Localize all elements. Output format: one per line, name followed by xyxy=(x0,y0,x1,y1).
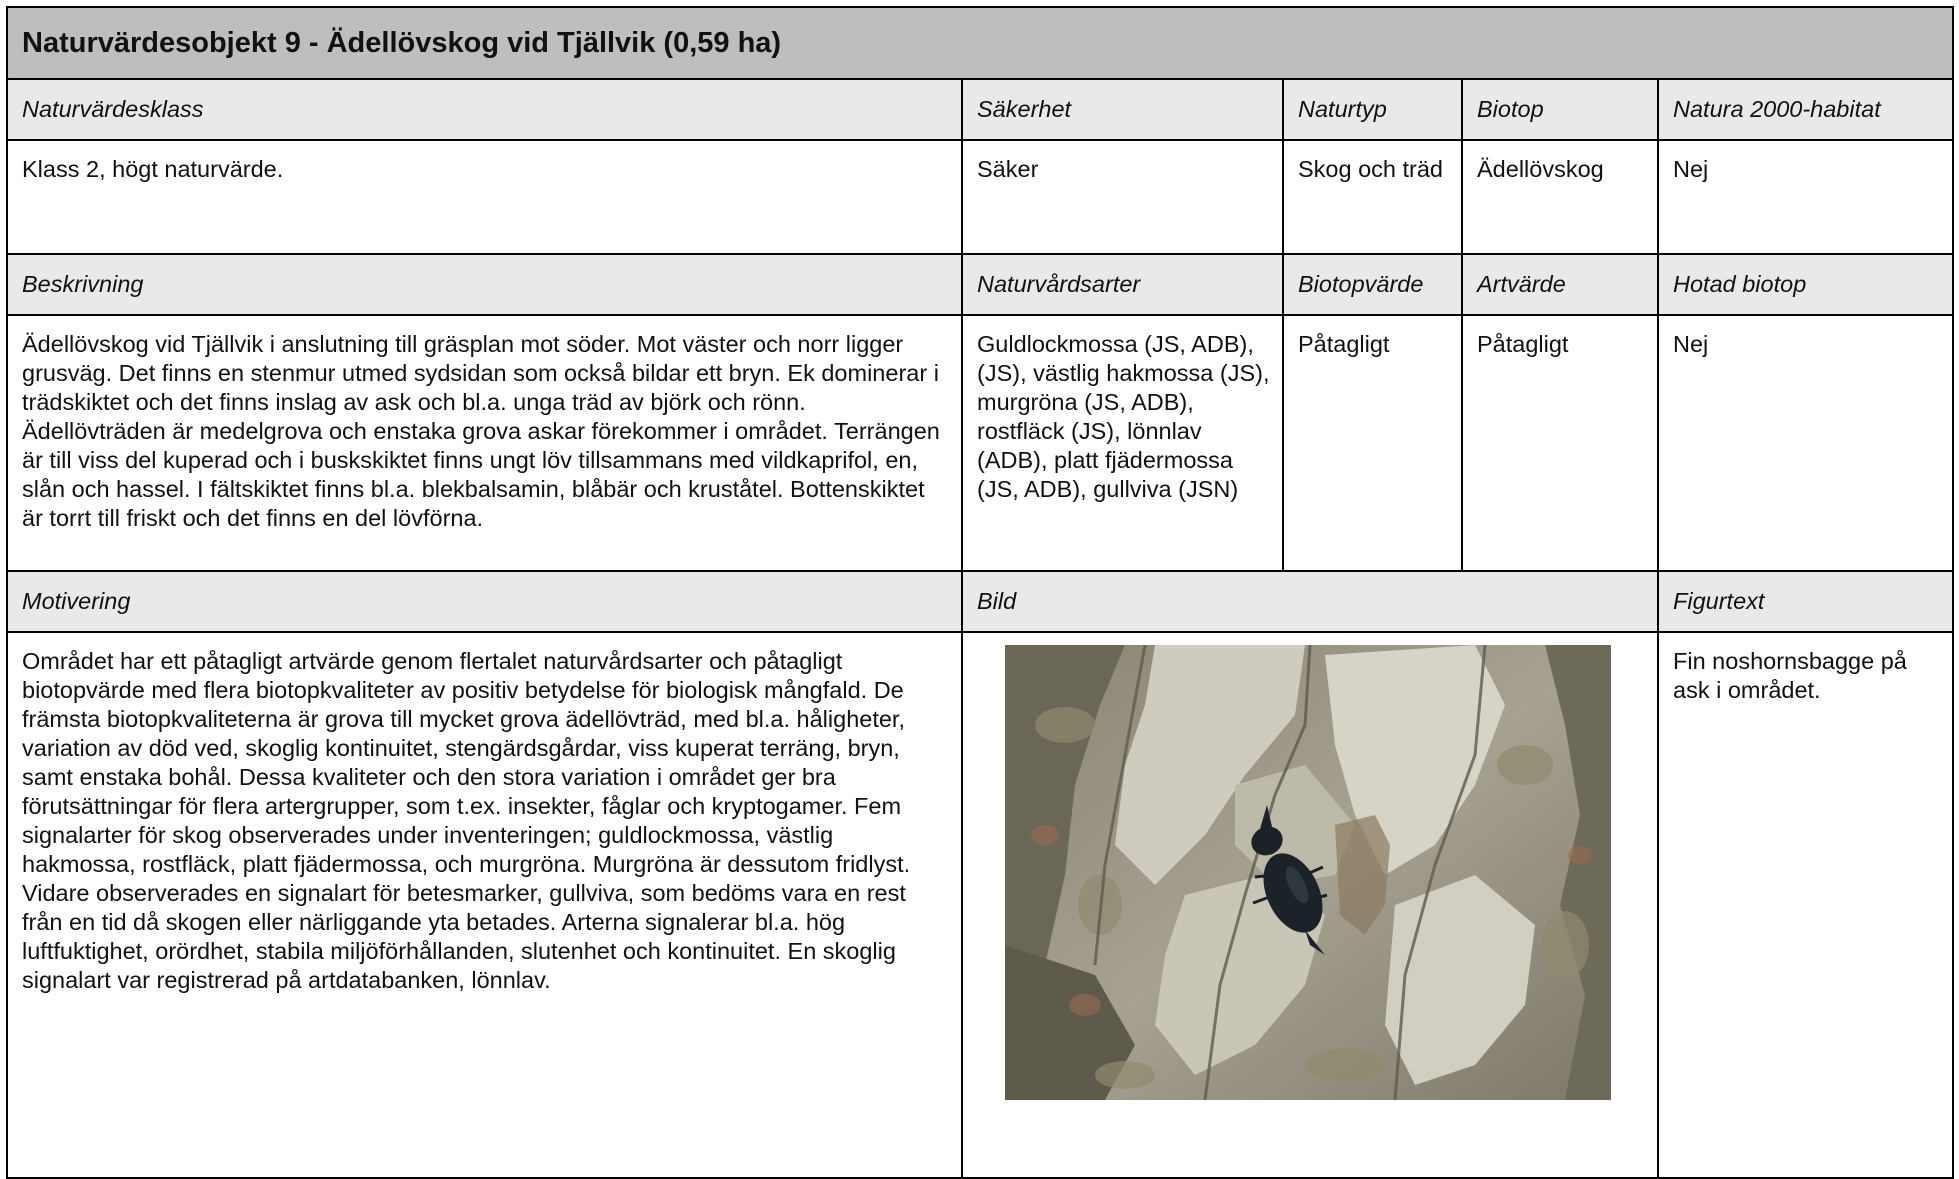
value-row-3 xyxy=(7,632,1953,1178)
header-figurtext: Figurtext xyxy=(1658,571,1953,632)
image-cell xyxy=(962,632,1658,1178)
value-naturvardesklass: Klass 2, högt naturvärde. xyxy=(7,140,962,254)
header-hotad-biotop: Hotad biotop xyxy=(1658,254,1953,315)
value-natura-2000: Nej xyxy=(1658,140,1953,254)
header-beskrivning: Beskrivning xyxy=(7,254,962,315)
header-biotop: Biotop xyxy=(1462,79,1658,140)
value-naturvardsarter: Guldlockmossa (JS, ADB), (JS), västlig hakmossa (JS), murgröna (JS, ADB), rostfläck (JS), lönnlav (ADB), platt fjädermossa (JS, ADB), gullviva (JSN) xyxy=(962,315,1283,571)
nature-value-table xyxy=(6,6,1954,1179)
header-row-3 xyxy=(7,571,1953,632)
value-motivering: Området har ett påtagligt artvärde genom flertalet naturvårdsarter och påtagligt biotopvärde med flera biotopkvaliteter av positiv betydelse för biologisk mångfald. De främsta biotopkvaliteterna är grova till mycket grova ädellövträd, med bl.a. håligheter, variation av död ved, skoglig kontinuitet, stengärdsgårdar, viss kuperat terräng, bryn, samt enstaka bohål. Dessa kvaliteter och den stora variation i området ger bra förutsättningar för flera artergrupper, som t.ex. insekter, fåglar och kryptogamer. Fem signalarter för skog observerades under inventeringen; guldlockmossa, västlig hakmossa, rostfläck, platt fjädermossa, och murgröna. Murgröna är dessutom fridlyst. Vidare observerades en signalart för betesmarker, gullviva, som bedöms vara en rest från en tid då skogen eller närliggande yta betades. Arterna signalerar bl.a. hög luftfuktighet, orördhet, stabila miljöförhållanden, slutenhet och kontinuitet. En skoglig signalart var registrerad på artdatabanken, lönnlav. xyxy=(7,632,962,1178)
value-figurtext: Fin noshornsbagge på ask i området. xyxy=(1658,632,1953,1178)
header-naturvardsarter: Naturvårdsarter xyxy=(962,254,1283,315)
nature-value-sheet xyxy=(6,6,1952,1085)
value-sakerhet: Säker xyxy=(962,140,1283,254)
header-bild: Bild xyxy=(962,571,1658,632)
value-biotop: Ädellövskog xyxy=(1462,140,1658,254)
value-row-2 xyxy=(7,315,1953,571)
header-motivering: Motivering xyxy=(7,571,962,632)
value-artvarde: Påtagligt xyxy=(1462,315,1658,571)
header-row-1 xyxy=(7,79,1953,140)
value-row-1 xyxy=(7,140,1953,254)
header-sakerhet: Säkerhet xyxy=(962,79,1283,140)
header-row-2 xyxy=(7,254,1953,315)
header-artvarde: Artvärde xyxy=(1462,254,1658,315)
value-beskrivning: Ädellövskog vid Tjällvik i anslutning till gräsplan mot söder. Mot väster och norr ligger grusväg. Det finns en stenmur utmed sydsidan som också bildar ett bryn. Ek dominerar i trädskiktet och det finns inslag av ask och bl.a. unga träd av björk och rönn. Ädellövträden är medelgrova och enstaka grova askar förekommer i området. Terrängen är till viss del kuperad och i buskskiktet finns ungt löv tillsammans med vildkaprifol, en, slån och hassel. I fältskiktet finns bl.a. blekbalsamin, blåbär och kruståtel. Bottenskiktet är torrt till friskt och det finns en del lövförna. xyxy=(7,315,962,571)
value-naturtyp: Skog och träd xyxy=(1283,140,1462,254)
value-hotad-biotop: Nej xyxy=(1658,315,1953,571)
header-naturvardesklass: Naturvärdesklass xyxy=(7,79,962,140)
page-title: Naturvärdesobjekt 9 - Ädellövskog vid Tjällvik (0,59 ha) xyxy=(7,7,1953,79)
title-row xyxy=(7,7,1953,79)
header-natura-2000: Natura 2000-habitat xyxy=(1658,79,1953,140)
value-biotopvarde: Påtagligt xyxy=(1283,315,1462,571)
beetle-on-bark-photo xyxy=(1005,645,1611,1100)
header-naturtyp: Naturtyp xyxy=(1283,79,1462,140)
header-biotopvarde: Biotopvärde xyxy=(1283,254,1462,315)
